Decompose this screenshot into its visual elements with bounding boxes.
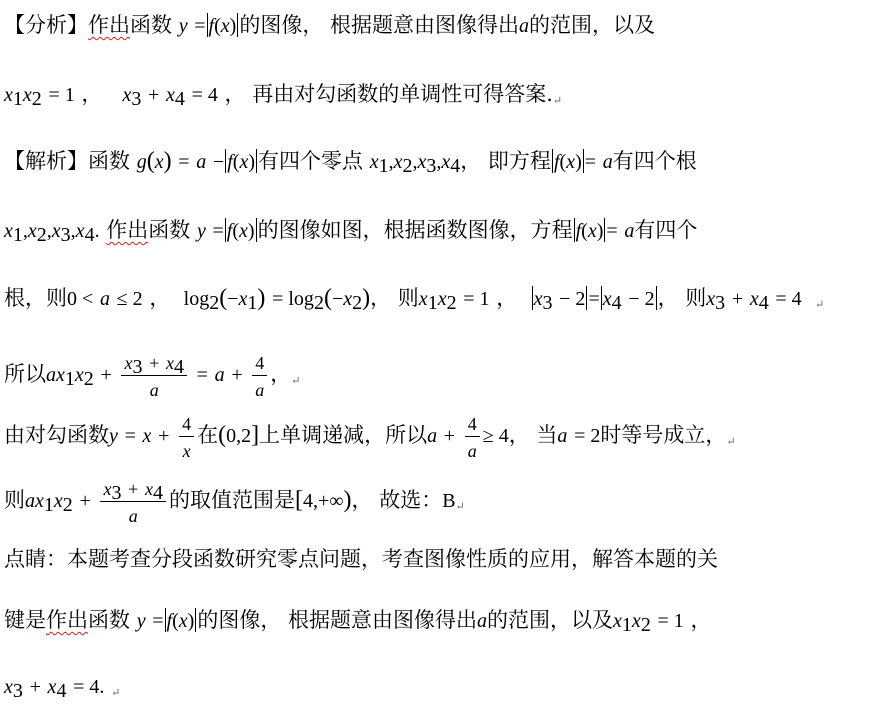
solution-heading: 【解析】 [4,149,88,173]
solution-line-5: 由对勾函数y = x + $\frac{4}{x}$ 在(0,2]上单调递减，所以a + $\frac{4}{a}$ ≥ 4， 当a = 2时等号成立，↵ [4,409,736,468]
solution-line-3: 根，则0 < a ≤ 2 ， $\log_2(-x_1) = \log_2(-x_2)$， 则$x_1x_2 = 1$ ， $x_3 - 2 = x_4 - 2$ ， 则$x_3 + x_4 = 4$ ↵ [4,285,825,314]
answer-choice: B [442,490,456,512]
solution-line-6: 则$ax_1x_2$ + $\frac{x_3 + x_4}{a}$ 的取值范围是[4,+∞)， 故选：B↵ [4,474,465,533]
solution-line-2: $x_1,x_2,x_3,x_4$. 作出函数 y = f(x) 的图像如图，根据函数图像，方程 f(x) = a有四个 [4,218,698,246]
comment-line-1: 点睛：本题考查分段函数研究零点问题，考查图像性质的应用，解答本题的关 [4,547,718,571]
comment-line-2: 键是作出函数 y = f(x) 的图像， 根据题意由图像得出a的范围，以及$x_1x_2 = 1$ ， [4,608,712,636]
comment-underlined-word: 作出 [46,608,88,632]
solution-underlined-word: 作出 [106,218,149,242]
analysis-line-1: 【分析】作出函数 y = f(x) 的图像， 根据题意由图像得出a的范围，以及 [4,13,656,37]
comment-line-3: $x_3 + x_4 = 4$. ↵ [4,676,121,702]
solution-line-4: 所以$ax_1x_2$ + $\frac{x_3 + x_4}{a}$ = a + $\frac{4}{a}$ ，↵ [4,348,301,407]
solution-line-1: 【解析】函数 g(x) = a − f(x) 有四个零点 $x_1,x_2,x_3,x_4$， 即方程 f(x) = a有四个根 [4,148,697,177]
analysis-line-2: $x_1x_2 = 1$ ， $x_3 + x_4 = 4$ ， 再由对勾函数的单调性可得答案.↵ [4,82,563,110]
analysis-underlined-word: 作出 [88,13,130,37]
analysis-heading: 【分析】 [4,13,88,37]
